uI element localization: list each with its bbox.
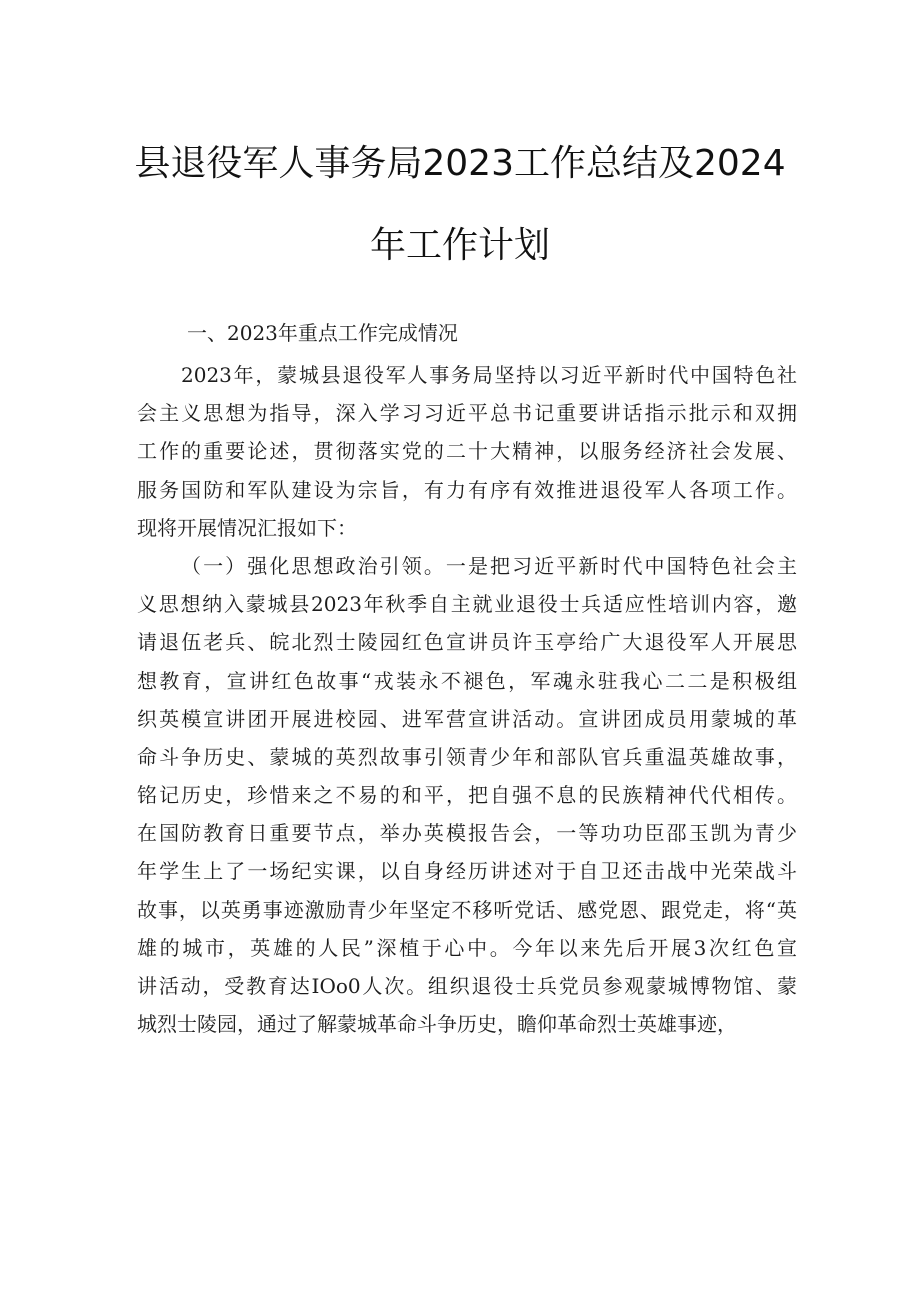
- document-title-line-1: 县退役军人事务局2023工作总结及2024: [134, 143, 786, 184]
- paragraph-line: 城烈士陵园，通过了解蒙城革命斗争历史，瞻仰革命烈士英雄事迹，: [137, 1012, 737, 1037]
- paragraph-line: 在国防教育日重要节点，举办英模报告会，一等功功臣邵玉凯为青少: [137, 821, 797, 846]
- paragraph-line: 义思想纳入蒙城县2023年秋季自主就业退役士兵适应性培训内容，邀: [137, 592, 797, 617]
- paragraph-line: 会主义思想为指导，深入学习习近平总书记重要讲话指示批示和双拥: [137, 401, 797, 426]
- paragraph-line: 雄的城市，英雄的人民”深植于心中。今年以来先后开展3次红色宣: [137, 935, 797, 960]
- paragraph-line: 服务国防和军队建设为宗旨，有力有序有效推进退役军人各项工作。: [137, 477, 797, 502]
- section-heading: 一、2023年重点工作完成情况: [187, 321, 458, 345]
- paragraph-line: 故事，以英勇事迹激励青少年坚定不移听党话、感党恩、跟党走，将“英: [137, 897, 797, 922]
- paragraph-line: 铭记历史，珍惜来之不易的和平，把自强不息的民族精神代代相传。: [137, 783, 797, 808]
- paragraph-line: 2023年，蒙城县退役军人事务局坚持以习近平新时代中国特色社: [181, 363, 797, 387]
- paragraph-line: 织英模宣讲团开展进校园、进军营宣讲活动。宣讲团成员用蒙城的革: [137, 706, 797, 731]
- document-title-line-2: 年工作计划: [369, 225, 550, 266]
- paragraph-line: 现将开展情况汇报如下：: [137, 515, 357, 540]
- paragraph-line: 想教育，宣讲红色故事“戎装永不褪色，军魂永驻我心二二是积极组: [137, 668, 797, 693]
- paragraph-line: 工作的重要论述，贯彻落实党的二十大精神，以服务经济社会发展、: [137, 439, 797, 464]
- paragraph-line: 讲活动，受教育达IOo0人次。组织退役士兵党员参观蒙城博物馆、蒙: [137, 974, 797, 998]
- paragraph-line: （一）强化思想政治引领。一是把习近平新时代中国特色社会主: [181, 553, 797, 578]
- paragraph-intro: [137, 356, 797, 547]
- paragraph-political-guidance: [137, 547, 797, 1043]
- paragraph-line: 年学生上了一场纪实课，以自身经历讲述对于自卫还击战中光荣战斗: [137, 859, 797, 884]
- paragraph-line: 请退伍老兵、皖北烈士陵园红色宣讲员许玉亭给广大退役军人开展思: [137, 630, 797, 655]
- document-body: [137, 310, 797, 1043]
- paragraph-line: 命斗争历史、蒙城的英烈故事引领青少年和部队官兵重温英雄故事，: [137, 744, 797, 769]
